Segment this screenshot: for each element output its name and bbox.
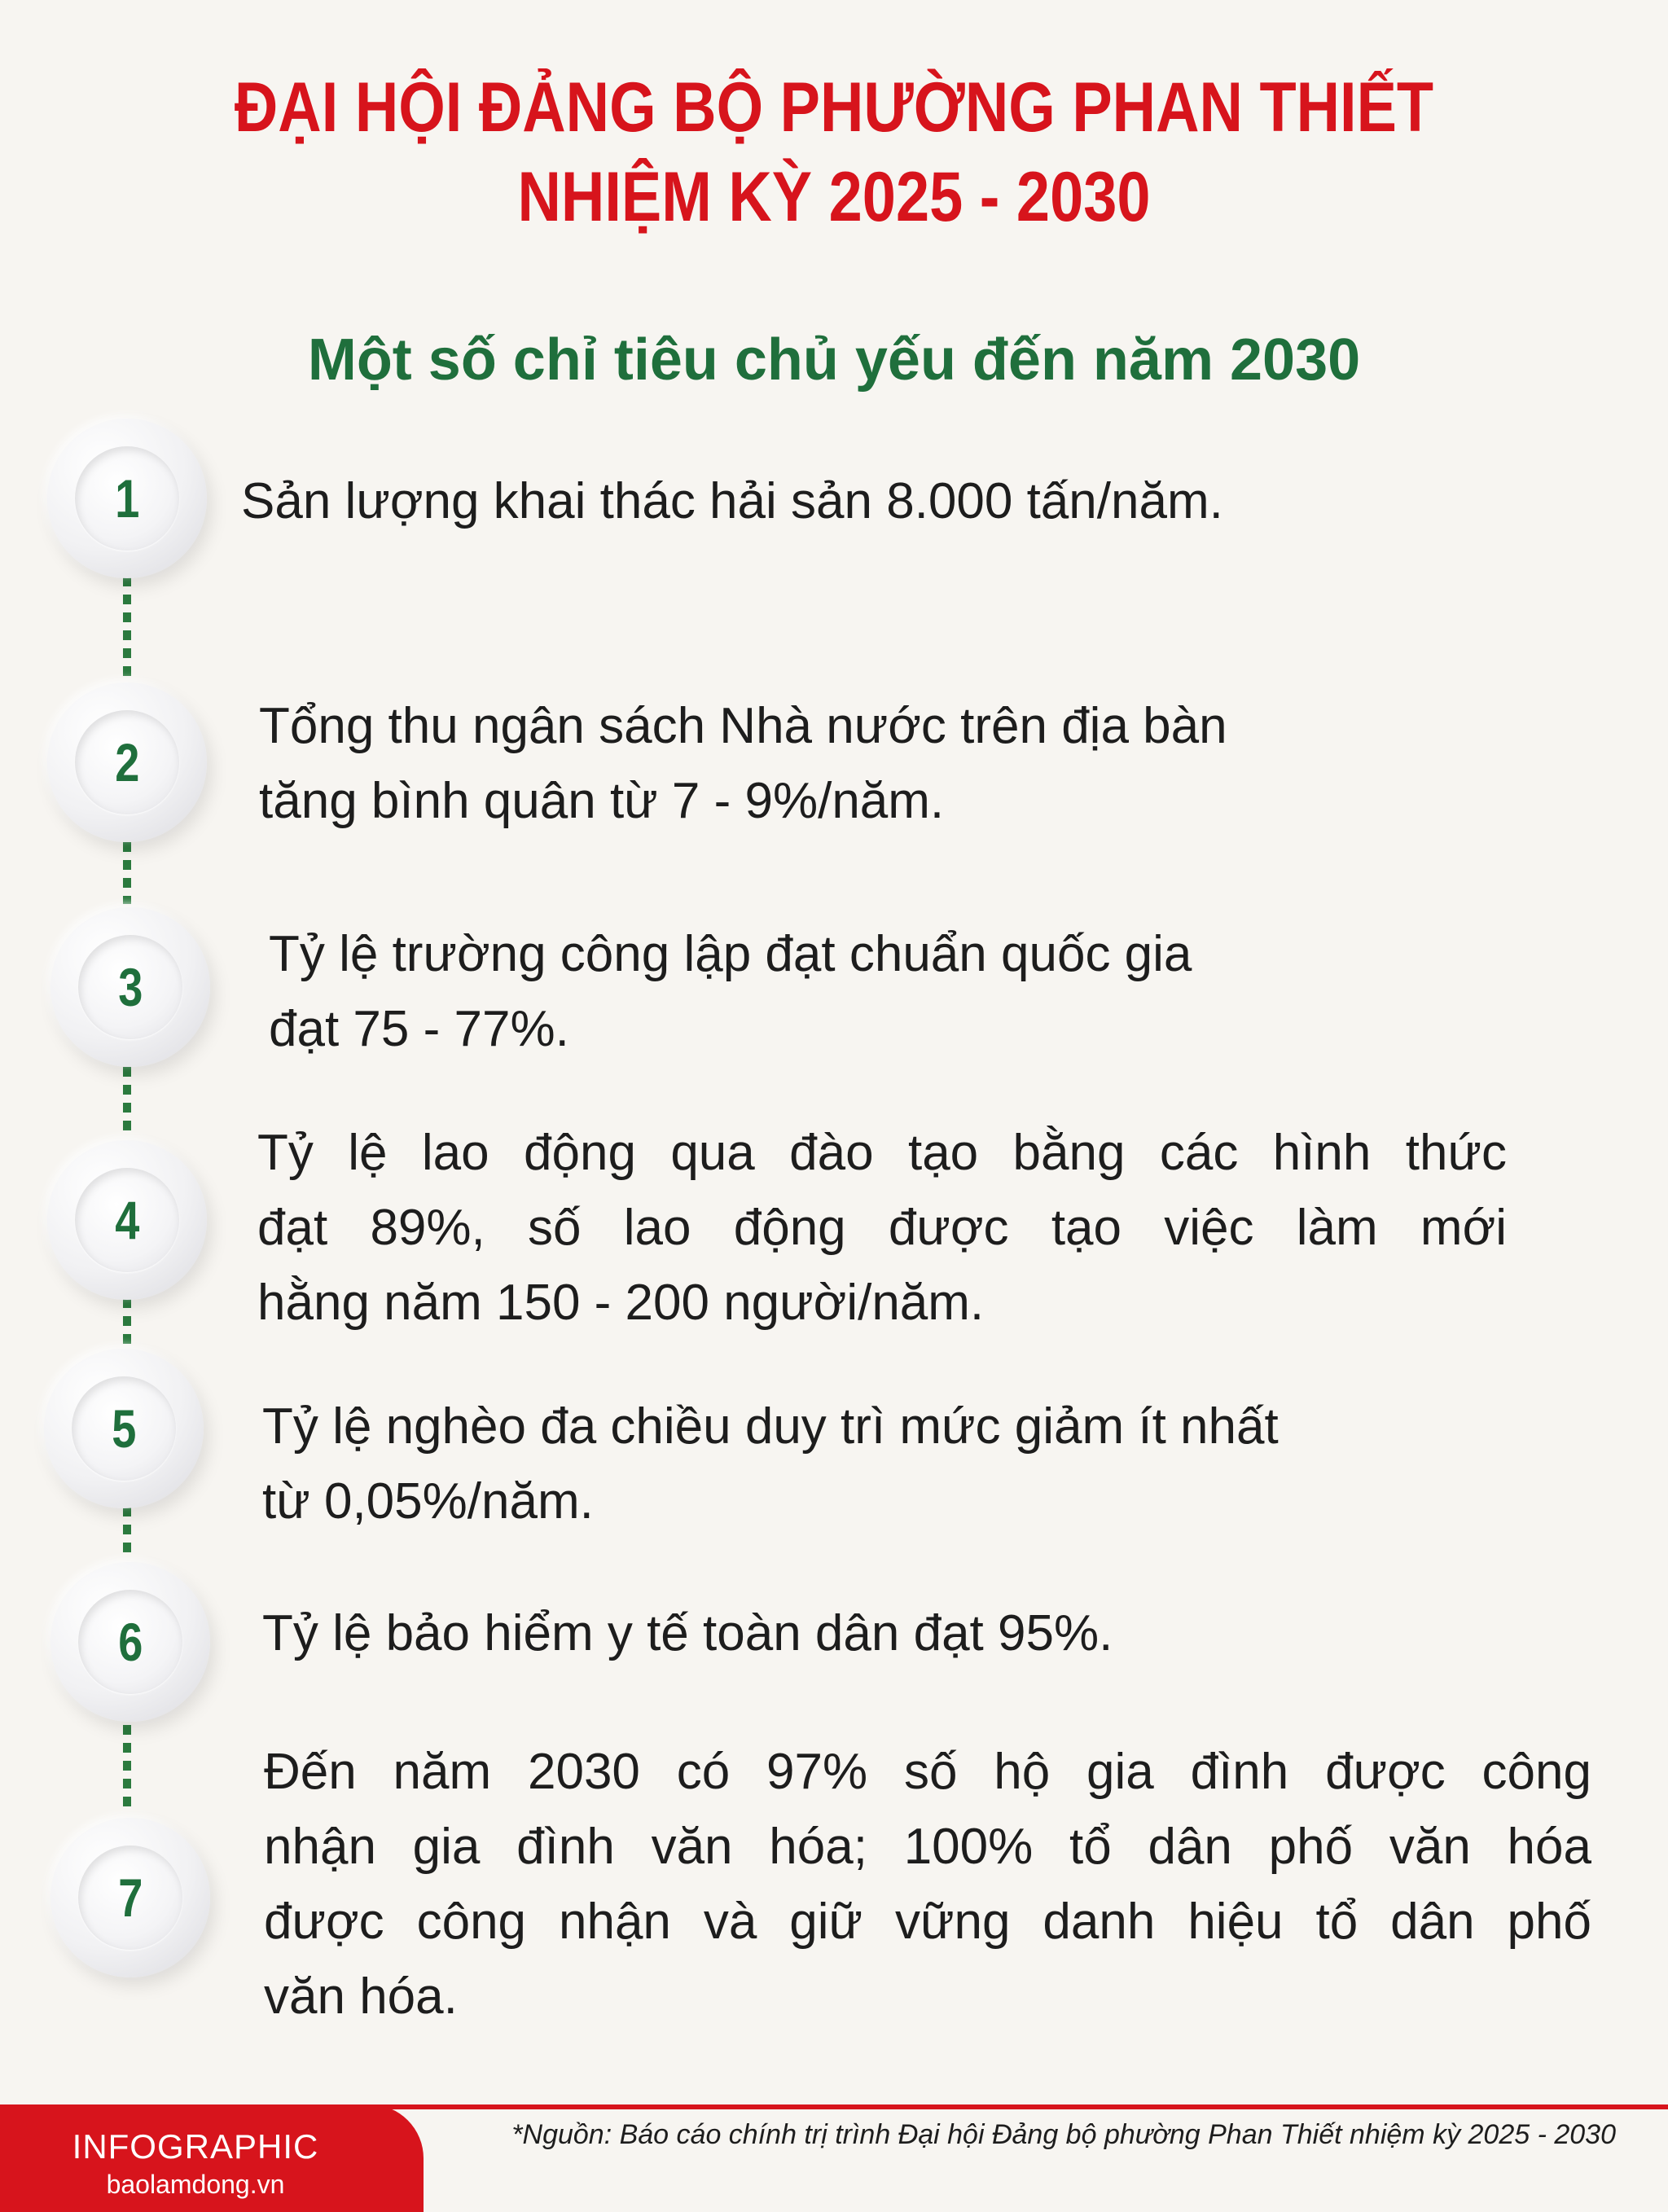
target-text-line: hằng năm 150 - 200 người/năm. [257, 1275, 985, 1331]
number-badge-7 [50, 1818, 210, 1977]
target-item-7 [264, 1735, 1591, 2034]
footer-site-label: baolamdong.vn [106, 2170, 285, 2199]
page-title-line-2: NHIỆM KỲ 2025 - 2030 [517, 158, 1151, 236]
number-badge-4 [47, 1140, 207, 1300]
footer-brand-label: INFOGRAPHIC [72, 2127, 319, 2166]
target-item-1 [241, 464, 1223, 539]
target-text-line: Tỷ lệ lao động qua đào tạo bằng các hình thức [257, 1125, 1507, 1181]
timeline-connector [123, 1298, 131, 1345]
badge-number: 6 [117, 1612, 143, 1672]
timeline-connector [123, 577, 131, 679]
target-text-line: Đến năm 2030 có 97% số hộ gia đình được công [264, 1744, 1591, 1800]
target-text-line: từ 0,05%/năm. [262, 1473, 594, 1530]
badge-number: 1 [114, 468, 140, 529]
number-badge-2 [47, 682, 207, 842]
timeline-connector [123, 842, 131, 904]
number-badge-5 [44, 1349, 204, 1508]
number-badge-6 [50, 1562, 210, 1722]
page-subtitle: Một số chỉ tiêu chủ yếu đến năm 2030 [307, 327, 1361, 393]
badge-number: 2 [114, 732, 140, 792]
timeline-connector [123, 1507, 131, 1556]
target-item-2 [259, 689, 1227, 839]
badge-number: 4 [114, 1190, 140, 1250]
target-text-line: Tỷ lệ bảo hiểm y tế toàn dân đạt 95%. [262, 1605, 1113, 1661]
target-item-4 [257, 1116, 1507, 1341]
target-item-3 [269, 917, 1192, 1067]
target-text-line: Tổng thu ngân sách Nhà nước trên địa bàn [259, 698, 1227, 754]
target-text-line: Sản lượng khai thác hải sản 8.000 tấn/năm. [241, 473, 1223, 529]
target-item-6 [262, 1596, 1113, 1671]
badge-number: 3 [117, 957, 143, 1017]
number-badge-3 [50, 907, 210, 1067]
target-text-line: đạt 89%, số lao động được tạo việc làm mới [257, 1200, 1507, 1256]
target-item-5 [262, 1389, 1279, 1539]
source-note: *Nguồn: Báo cáo chính trị trình Đại hội Đảng bộ phường Phan Thiết nhiệm kỳ 2025 - 2030 [511, 2119, 1616, 2150]
number-badge-1 [47, 419, 207, 578]
badge-number: 7 [117, 1867, 143, 1928]
target-text-line: đạt 75 - 77%. [269, 1001, 569, 1057]
timeline-connector [123, 1067, 131, 1137]
page-title-line-1: ĐẠI HỘI ĐẢNG BỘ PHƯỜNG PHAN THIẾT [234, 68, 1434, 147]
target-text-line: nhận gia đình văn hóa; 100% tổ dân phố văn hóa [264, 1819, 1591, 1875]
target-text-line: được công nhận và giữ vững danh hiệu tổ dân phố [264, 1894, 1591, 1950]
target-text-line: tăng bình quân từ 7 - 9%/năm. [259, 773, 945, 829]
target-text-line: Tỷ lệ trường công lập đạt chuẩn quốc gia [269, 926, 1192, 982]
timeline-connector [123, 1725, 131, 1813]
target-text-line: Tỷ lệ nghèo đa chiều duy trì mức giảm ít nhất [262, 1398, 1279, 1455]
badge-number: 5 [111, 1398, 137, 1459]
target-text-line: văn hóa. [264, 1968, 458, 2025]
